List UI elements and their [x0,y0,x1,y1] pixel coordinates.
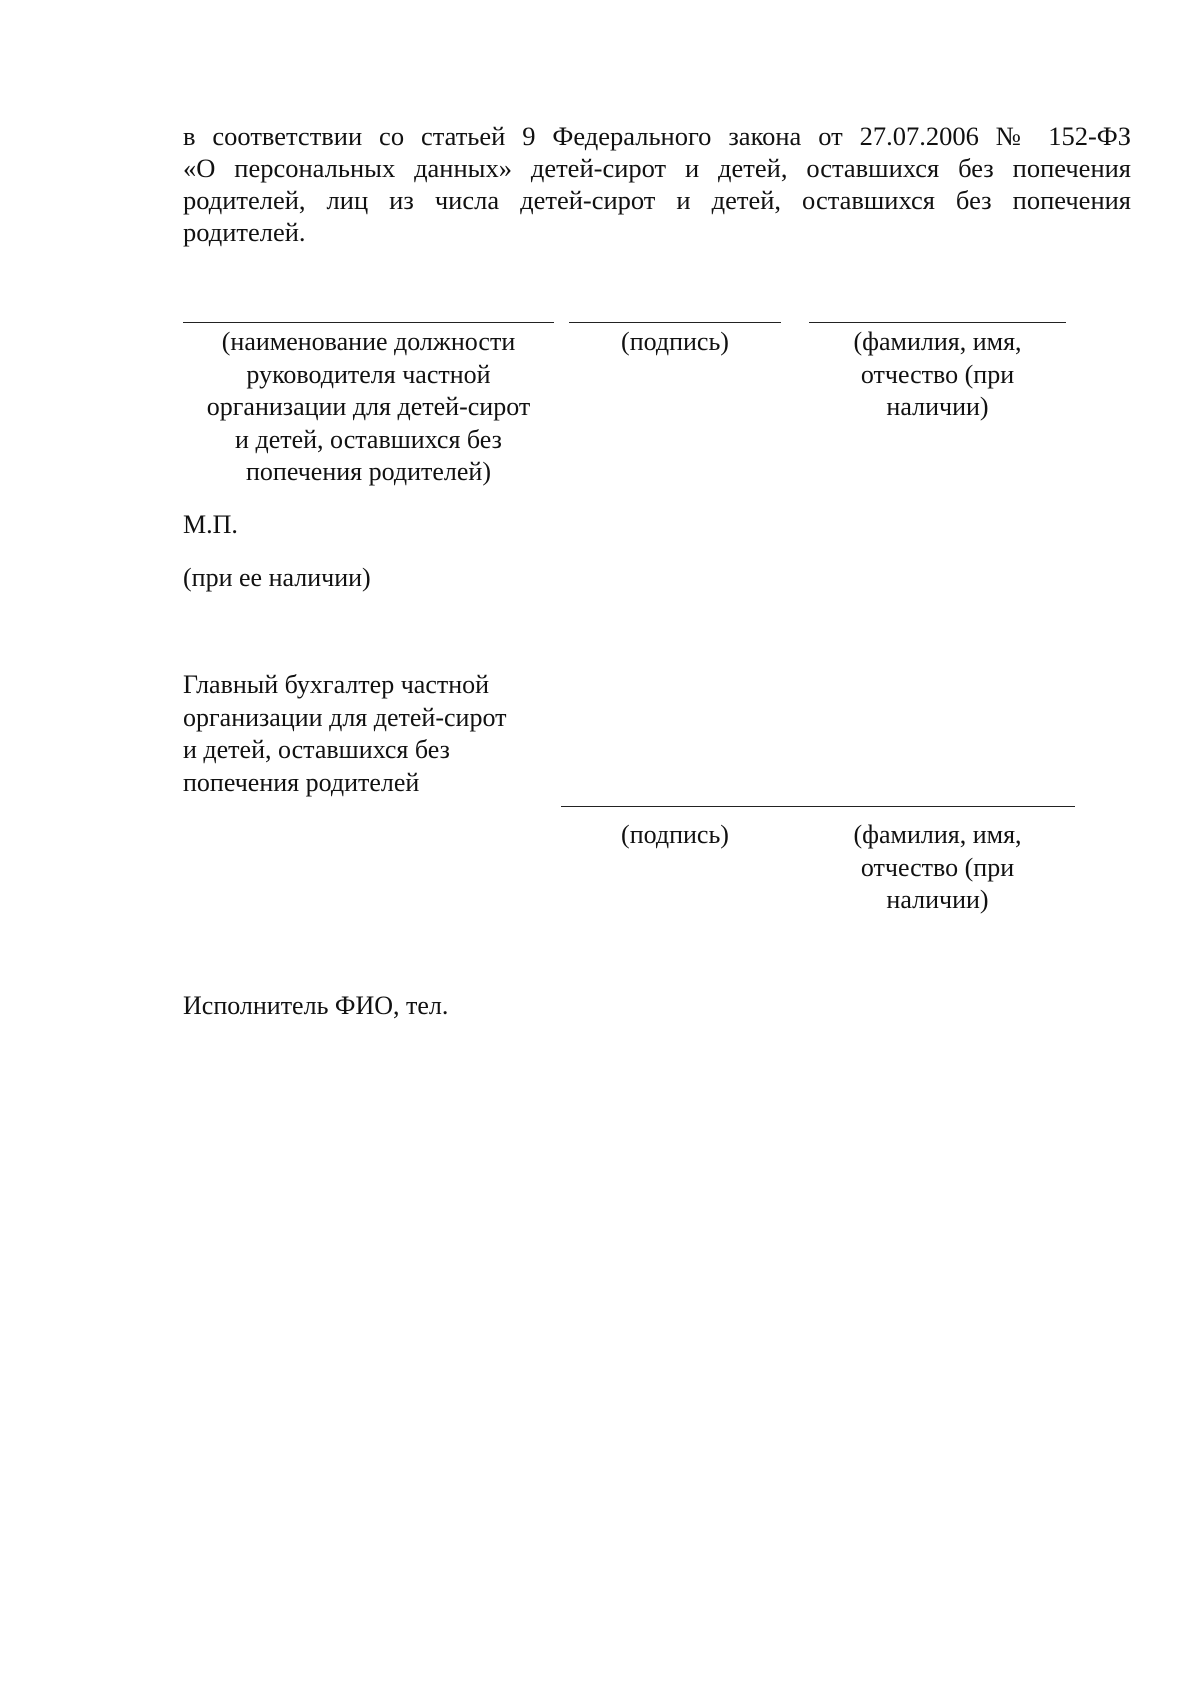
intro-line: «О персональных данных» детей-сирот и детей, оставшихся без попечения [183,153,1131,183]
intro-line: родителей, лиц из числа детей-сирот и детей, оставшихся без попечения [183,185,1131,215]
head-signature-caption: (подпись) [621,327,729,356]
intro-paragraph [183,120,1131,248]
accountant-title: Главный бухгалтер частной организации для детей-сирот и детей, оставшихся без попечения родителей [183,670,507,797]
accountant-name-caption: (фамилия, имя, отчество (при наличии) [853,820,1022,914]
intro-line: родителей. [183,217,306,247]
head-name-line [809,322,1066,323]
intro-line: в соответствии со статьей 9 Федерального закона от 27.07.2006 № 152-ФЗ [183,121,1131,151]
executor-label: Исполнитель ФИО, тел. [183,991,449,1020]
head-name-caption: (фамилия, имя, отчество (при наличии) [853,327,1022,421]
stamp-label: М.П. [183,510,238,539]
accountant-signature-line [561,806,1075,807]
stamp-note: (при ее наличии) [183,563,371,592]
head-signature-line [569,322,781,323]
accountant-signature-caption: (подпись) [621,820,729,849]
position-caption: (наименование должности руководителя частной организации для детей-сирот и детей, оставшихся без попечения родителей) [206,327,531,486]
position-line [183,322,554,323]
